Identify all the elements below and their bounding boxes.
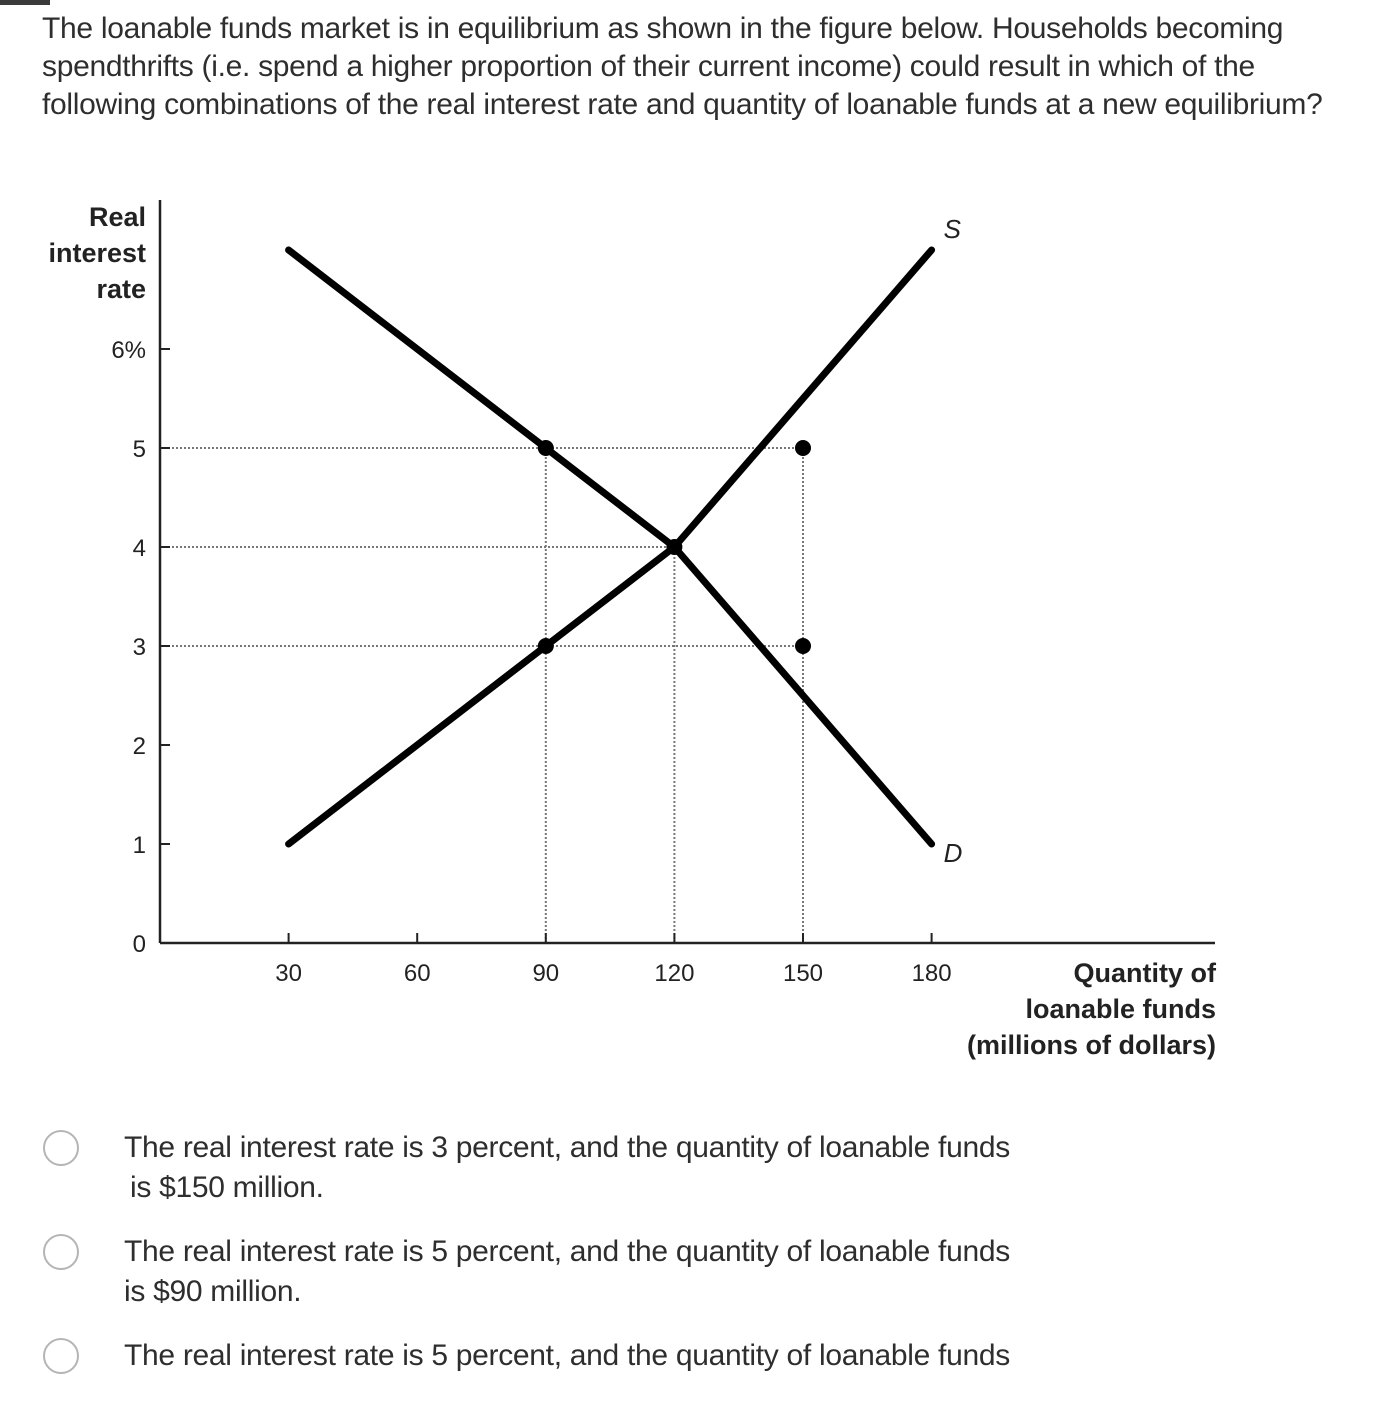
answer-option-text: The real interest rate is 5 percent, and the quantity of loanable funds is $90 million. [124, 1235, 1010, 1308]
y-tick-label: 4 [132, 535, 146, 562]
y-tick-label: 0 [132, 931, 146, 958]
answer-option-text: The real interest rate is 5 percent, and the quantity of loanable funds [124, 1339, 1010, 1372]
y-tick-label: 6% [111, 337, 146, 364]
answer-option-2[interactable] [0, 1232, 1384, 1322]
data-point [666, 539, 682, 555]
chart-svg [0, 190, 1384, 1080]
supply-curve-label: S [943, 214, 961, 244]
y-tick-label: 5 [132, 436, 146, 463]
radio-button[interactable] [43, 1234, 79, 1270]
y-tick-label: 2 [132, 733, 146, 760]
data-point [538, 638, 554, 654]
radio-button[interactable] [43, 1338, 79, 1374]
data-point [795, 638, 811, 654]
data-point [538, 440, 554, 456]
answer-option-3[interactable] [0, 1336, 1384, 1426]
x-tick-label: 180 [911, 960, 952, 987]
y-tick-label: 3 [132, 634, 146, 661]
y-tick-label: 1 [132, 832, 146, 859]
x-tick-label: 60 [403, 960, 431, 987]
demand-curve-label: D [943, 838, 963, 868]
top-accent-bar [0, 0, 50, 5]
radio-button[interactable] [43, 1130, 79, 1166]
y-axis-title: rate [96, 274, 146, 304]
x-axis-title: (millions of dollars) [966, 1030, 1216, 1060]
data-point [795, 440, 811, 456]
loanable-funds-graph [0, 190, 1384, 1080]
x-tick-label: 90 [532, 960, 560, 987]
x-axis-title: loanable funds [1025, 994, 1216, 1024]
y-axis-title: Real [88, 202, 146, 232]
x-tick-label: 150 [782, 960, 824, 987]
question-text: The loanable funds market is in equilibrium as shown in the figure below. Households becoming spendthrifts (i.e. spend a higher proportion of their current income) could result in which of the following combinations of the real interest rate and quantity of loanable funds at a new equilibrium? [42, 12, 1323, 121]
answer-option-text: The real interest rate is 3 percent, and the quantity of loanable funds is $150 million. [124, 1131, 1010, 1204]
x-tick-label: 120 [654, 960, 695, 987]
y-axis-title: interest [48, 238, 146, 268]
x-tick-label: 30 [275, 960, 302, 987]
answer-option-1[interactable] [0, 1128, 1384, 1218]
x-axis-title: Quantity of [1073, 958, 1216, 988]
